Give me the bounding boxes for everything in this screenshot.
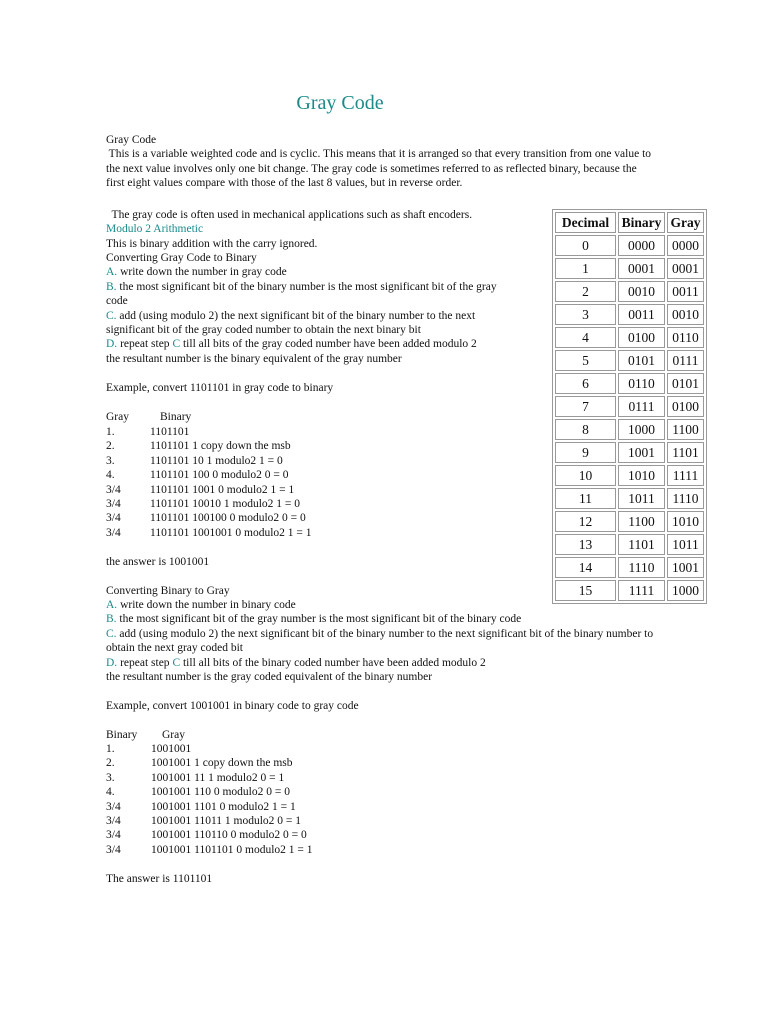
- cell-gray: 0101: [667, 373, 704, 394]
- step-row: [106, 742, 313, 756]
- step-text: the most significant bit of the gray number is the most significant bit of the binary code: [116, 613, 522, 625]
- step-row: [106, 814, 313, 828]
- b2g-result: the resultant number is the gray coded equivalent of the binary number: [106, 671, 433, 683]
- page-title: Gray Code: [296, 92, 384, 114]
- step-value: 1001001 1101 0 modulo2 1 = 1: [151, 800, 296, 813]
- cell-binary: 0000: [618, 235, 665, 256]
- step-letter: C.: [106, 310, 117, 322]
- table-row: [555, 373, 704, 394]
- step-text: till all bits of the gray coded number have been added modulo 2: [180, 338, 477, 350]
- step-number: 2.: [106, 440, 115, 453]
- intro-heading: Gray Code: [106, 134, 157, 146]
- b2g-col-header-2: Gray: [162, 729, 185, 741]
- g2b-col-header-1: Gray: [106, 411, 129, 423]
- cell-decimal: 10: [555, 465, 616, 486]
- step-value: 1001001 11 1 modulo2 0 = 1: [151, 771, 285, 784]
- step-value: 1101101 1001001 0 modulo2 1 = 1: [150, 526, 312, 539]
- step-value: 1001001 11011 1 modulo2 0 = 1: [151, 815, 302, 828]
- step-row: [106, 843, 313, 857]
- cell-binary: 0110: [618, 373, 665, 394]
- step-value: 1101101 10 1 modulo2 1 = 0: [150, 454, 283, 467]
- table-row: [555, 465, 704, 486]
- b2g-steps: [106, 742, 313, 857]
- header-gray: Gray: [667, 212, 704, 233]
- step-value: 1101101 10010 1 modulo2 1 = 0: [150, 498, 301, 511]
- cell-binary: 0101: [618, 350, 665, 371]
- step-value: 1001001: [151, 743, 192, 755]
- step-text: write down the number in binary code: [117, 599, 296, 611]
- step-number: 3/4: [106, 526, 121, 539]
- step-number: 3/4: [106, 498, 121, 511]
- cell-binary: 1001: [618, 442, 665, 463]
- g2b-step-b: [106, 280, 497, 294]
- g2b-steps: [106, 425, 312, 540]
- table-row: [555, 557, 704, 578]
- step-row: [106, 785, 313, 799]
- step-row: [106, 425, 312, 439]
- step-number: 1.: [106, 426, 115, 438]
- cell-gray: 1101: [667, 442, 704, 463]
- step-value: 1101101 1 copy down the msb: [150, 440, 291, 453]
- cell-decimal: 7: [555, 396, 616, 417]
- cell-gray: 1001: [667, 557, 704, 578]
- step-number: 3/4: [106, 815, 121, 828]
- table-row: [555, 511, 704, 532]
- step-value: 1001001 110 0 modulo2 0 = 0: [151, 786, 290, 799]
- cell-gray: 1011: [667, 534, 704, 555]
- modulo-heading: Modulo 2 Arithmetic: [106, 223, 204, 235]
- cell-binary: 1111: [618, 580, 665, 601]
- step-text: write down the number in gray code: [117, 266, 287, 278]
- header-decimal: Decimal: [555, 212, 616, 233]
- cell-gray: 1100: [667, 419, 704, 440]
- table-row: [555, 258, 704, 279]
- step-letter: B.: [106, 613, 117, 625]
- step-number: 2.: [106, 757, 115, 770]
- header-binary: Binary: [618, 212, 665, 233]
- cell-binary: 1101: [618, 534, 665, 555]
- cell-binary: 1010: [618, 465, 665, 486]
- cell-gray: 0011: [667, 281, 704, 302]
- cell-binary: 1110: [618, 557, 665, 578]
- b2g-example: Example, convert 1001001 in binary code to gray code: [106, 700, 359, 712]
- table-row: [555, 580, 704, 601]
- cell-decimal: 8: [555, 419, 616, 440]
- cell-decimal: 2: [555, 281, 616, 302]
- cell-decimal: 9: [555, 442, 616, 463]
- g2b-heading: Converting Gray Code to Binary: [106, 252, 257, 264]
- step-number: 3/4: [106, 829, 121, 842]
- step-text: add (using modulo 2) the next significant bit of the binary number to the next: [116, 310, 476, 322]
- table-row: [555, 350, 704, 371]
- g2b-step-d: [106, 337, 477, 351]
- cell-binary: 1100: [618, 511, 665, 532]
- step-row: [106, 454, 312, 468]
- step-row: [106, 497, 312, 511]
- modulo-text: This is binary addition with the carry ignored.: [106, 238, 318, 250]
- b2g-step-c-cont: obtain the next gray coded bit: [106, 642, 244, 654]
- step-value: 1001001 1 copy down the msb: [151, 757, 293, 770]
- cell-gray: 1010: [667, 511, 704, 532]
- g2b-step-a: [106, 265, 287, 279]
- table-row: [555, 235, 704, 256]
- cell-decimal: 15: [555, 580, 616, 601]
- step-value: 1001001 1101101 0 modulo2 1 = 1: [151, 843, 313, 856]
- intro-line-2: the next value involves only one bit change. The gray code is sometimes referred to as reflected binary, because the: [106, 163, 637, 175]
- table-row: [555, 534, 704, 555]
- cell-decimal: 6: [555, 373, 616, 394]
- table-row: [555, 304, 704, 325]
- step-row: [106, 771, 313, 785]
- g2b-example: Example, convert 1101101 in gray code to binary: [106, 382, 334, 394]
- cell-decimal: 1: [555, 258, 616, 279]
- cell-gray: 0010: [667, 304, 704, 325]
- step-row: [106, 511, 312, 525]
- table-row: [555, 327, 704, 348]
- step-letter: A.: [106, 266, 118, 278]
- step-row: [106, 756, 313, 770]
- b2g-heading: Converting Binary to Gray: [106, 585, 230, 597]
- step-letter: D.: [106, 338, 118, 350]
- b2g-step-c: [106, 627, 653, 641]
- cell-gray: 1110: [667, 488, 704, 509]
- cell-gray: 0110: [667, 327, 704, 348]
- step-row: [106, 468, 312, 482]
- cell-gray: 0111: [667, 350, 704, 371]
- g2b-step-c-cont: significant bit of the gray coded number to obtain the next binary bit: [106, 324, 421, 336]
- g2b-step-c: [106, 309, 475, 323]
- step-ref-c: C: [172, 657, 181, 669]
- step-value: 1001001 110110 0 modulo2 0 = 0: [151, 829, 307, 842]
- step-text: add (using modulo 2) the next significant bit of the binary number to the next significant bit of the binary number to: [116, 628, 654, 640]
- cell-binary: 0100: [618, 327, 665, 348]
- step-row: [106, 828, 313, 842]
- step-number: 3/4: [106, 800, 121, 813]
- cell-decimal: 0: [555, 235, 616, 256]
- b2g-step-a: [106, 598, 296, 612]
- step-number: 1.: [106, 743, 115, 755]
- intro-line-1: This is a variable weighted code and is cyclic. This means that it is arranged so that every transition from one value to: [106, 148, 652, 160]
- step-value: 1101101: [150, 426, 190, 438]
- cell-gray: 0100: [667, 396, 704, 417]
- cell-gray: 0001: [667, 258, 704, 279]
- step-number: 4.: [106, 786, 115, 799]
- gray-code-table: [552, 209, 707, 604]
- step-text: till all bits of the binary coded number have been added modulo 2: [180, 657, 486, 669]
- cell-binary: 0001: [618, 258, 665, 279]
- table-row: [555, 396, 704, 417]
- b2g-step-b: [106, 612, 521, 626]
- step-row: [106, 800, 313, 814]
- g2b-step-b-cont: code: [106, 295, 128, 307]
- table-row: [555, 488, 704, 509]
- step-value: 1101101 1001 0 modulo2 1 = 1: [150, 483, 295, 496]
- b2g-answer: The answer is 1101101: [106, 873, 213, 885]
- step-number: 3/4: [106, 483, 121, 496]
- step-number: 4.: [106, 469, 115, 482]
- table-header-row: [555, 212, 704, 233]
- step-text: repeat step: [117, 657, 173, 669]
- b2g-step-d: [106, 656, 486, 670]
- step-number: 3.: [106, 454, 115, 467]
- cell-decimal: 12: [555, 511, 616, 532]
- table-row: [555, 442, 704, 463]
- shaft-encoder-note: The gray code is often used in mechanical applications such as shaft encoders.: [106, 209, 473, 221]
- cell-binary: 1011: [618, 488, 665, 509]
- step-number: 3.: [106, 771, 115, 784]
- step-row: [106, 483, 312, 497]
- cell-binary: 0010: [618, 281, 665, 302]
- cell-gray: 1111: [667, 465, 704, 486]
- step-letter: B.: [106, 281, 117, 293]
- step-value: 1101101 100 0 modulo2 0 = 0: [150, 469, 289, 482]
- cell-decimal: 14: [555, 557, 616, 578]
- step-row: [106, 526, 312, 540]
- cell-binary: 0111: [618, 396, 665, 417]
- step-value: 1101101 100100 0 modulo2 0 = 0: [150, 512, 306, 525]
- step-number: 3/4: [106, 512, 121, 525]
- step-row: [106, 439, 312, 453]
- b2g-col-header-1: Binary: [106, 729, 138, 741]
- cell-binary: 0011: [618, 304, 665, 325]
- table-row: [555, 281, 704, 302]
- intro-line-3: first eight values compare with those of the last 8 values, but in reverse order.: [106, 177, 463, 189]
- cell-decimal: 3: [555, 304, 616, 325]
- cell-decimal: 11: [555, 488, 616, 509]
- cell-decimal: 5: [555, 350, 616, 371]
- step-ref-c: C: [172, 338, 181, 350]
- g2b-col-header-2: Binary: [160, 411, 192, 423]
- cell-gray: 1000: [667, 580, 704, 601]
- step-text: the most significant bit of the binary number is the most significant bit of the gray: [116, 281, 497, 293]
- cell-decimal: 4: [555, 327, 616, 348]
- g2b-answer: the answer is 1001001: [106, 556, 210, 568]
- cell-decimal: 13: [555, 534, 616, 555]
- step-number: 3/4: [106, 843, 121, 856]
- cell-binary: 1000: [618, 419, 665, 440]
- cell-gray: 0000: [667, 235, 704, 256]
- step-letter: D.: [106, 657, 118, 669]
- step-letter: C.: [106, 628, 117, 640]
- g2b-result: the resultant number is the binary equivalent of the gray number: [106, 353, 402, 365]
- step-letter: A.: [106, 599, 118, 611]
- table-row: [555, 419, 704, 440]
- step-text: repeat step: [117, 338, 173, 350]
